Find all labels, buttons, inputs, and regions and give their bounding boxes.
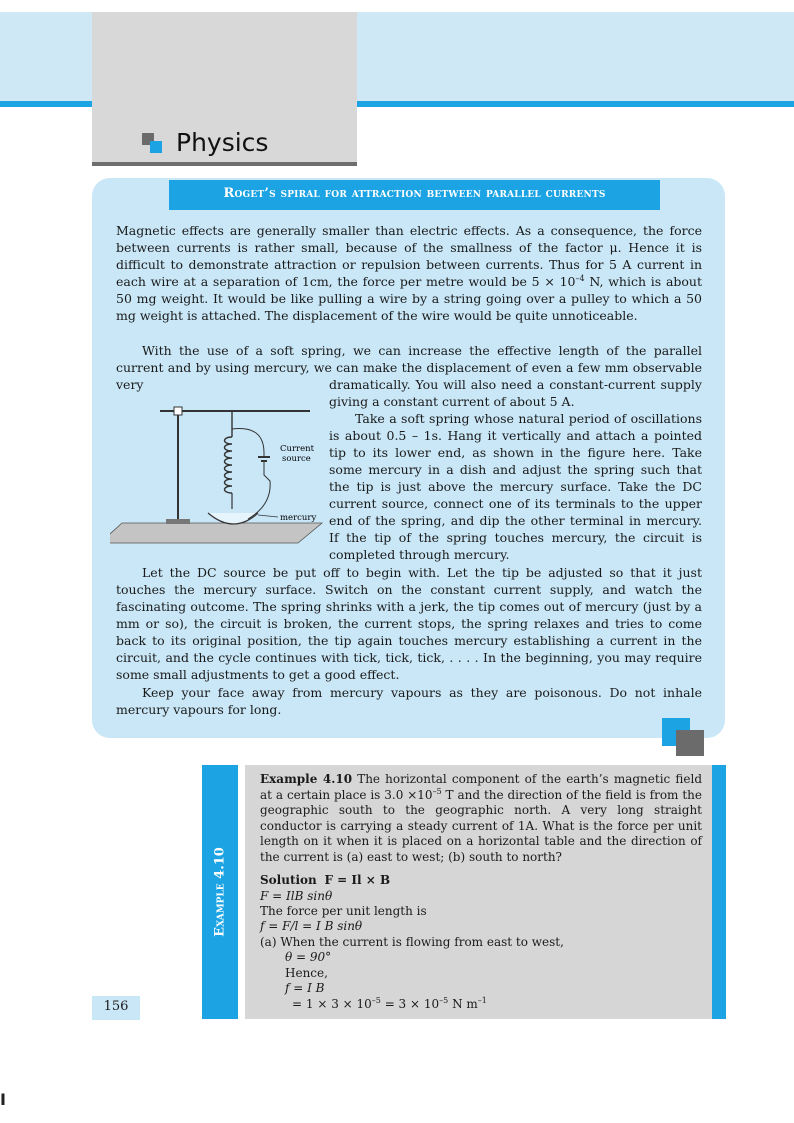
solution-line-8: = $1 \times 3 \times 10^{-5} = 3 \times 10^{-5}$ N $m^{-1}$ xyxy=(292,996,487,1011)
example-question: Example 4.10 The horizontal component of the earth’s magnetic field at a certain place is $3.0 \times 10^{-5}$ T and the direction of the field is from the geographic south to the geographic north. A very long straight conductor is carrying a steady current of 1A. What is the force per unit length on it when it is placed on a horizontal table and the direction of the current is (a) east to west; (b) south to north? xyxy=(260,772,702,864)
clamp xyxy=(174,407,182,415)
roget-spiral-figure xyxy=(110,395,330,555)
box-paragraph-3: Take a soft spring whose natural period of oscillations is about 0.5 – 1s. Hang it vertically and attach a pointed tip to its lower end, as shown in the figure here. Take some mercury in a dish and adjust the spring such that the tip is just above the mercury surface. Take the DC current source, connect one of its terminals to the upper end of the spring, and dip the other terminal in mercury. If the tip of the spring touches mercury, the circuit is completed through mercury. xyxy=(329,411,702,562)
solution-line-5: θ = 90° xyxy=(285,950,332,964)
solution-line-2: The force per unit length is xyxy=(260,904,427,918)
box-paragraph-2a: With the use of a soft spring, we can increase the effective length of the parallel current and by using mercury, we can make the displacement of even a few mm observable very xyxy=(116,343,702,392)
subject-squares-icon xyxy=(142,133,164,155)
example-heading: Example 4.10 xyxy=(260,772,353,786)
box-paragraph-2b: dramatically. You will also need a constant-current supply giving a constant current of about 5 A. xyxy=(329,377,702,409)
header-tab-rule xyxy=(92,162,357,166)
subject-title: Physics xyxy=(176,128,269,157)
solution-line-7: f = I B xyxy=(285,981,325,995)
label-source: source xyxy=(282,454,311,464)
corner-square-blue-top xyxy=(662,718,690,730)
solution-line-4: (a) When the current is flowing from east to west, xyxy=(260,935,564,949)
solution-line-3: f = F/l = I B sinθ xyxy=(260,919,363,933)
stand-base xyxy=(166,519,190,524)
solution-line-6: Hence, xyxy=(285,966,328,980)
box-title: Roget’s spiral for attraction between parallel currents xyxy=(223,186,606,201)
solution-heading: Solution F = Il × B xyxy=(260,873,391,887)
page-number: 156 xyxy=(103,999,129,1014)
table-surface xyxy=(110,523,322,543)
label-current: Current xyxy=(280,444,315,454)
label-mercury: mercury xyxy=(280,513,317,523)
mercury-dish xyxy=(208,513,258,524)
spring xyxy=(225,437,233,493)
box-paragraph-4: Let the DC source be put off to begin with. Let the tip be adjusted so that it just touches the mercury surface. Switch on the constant current supply, and watch the fascinating outcome. The spring shrinks with a jerk, the tip comes out of mercury (just by a mm or so), the circuit is broken, the current stops, the spring relaxes and tries to come back to its original position, the tip again touches mercury establishing a current in the circuit, and the cycle continues with tick, tick, tick, . . . . In the beginning, you may require some small adjustments to get a good effect. xyxy=(116,565,702,682)
box-paragraph-5: Keep your face away from mercury vapours as they are poisonous. Do not inhale mercury vapours for long. xyxy=(116,685,702,717)
example-side-label: Example 4.10 xyxy=(212,847,228,937)
box-paragraph-1: Magnetic effects are generally smaller than electric effects. As a consequence, the force between currents is rather small, because of the smallness of the factor μ. Hence it is difficult to demonstrate attraction or repulsion between currents. Thus for 5 A current in each wire at a separation of 1cm, the force per metre would be $5 \times 10^{-4}$ N, which is about 50 mg weight. It would be like pulling a wire by a string going over a pulley to which a 50 mg weight is attached. The displacement of the wire would be quite unnoticeable. xyxy=(116,223,702,323)
crop-mark-bottom: I xyxy=(0,1090,6,1109)
corner-square-grey xyxy=(676,730,704,756)
solution-line-1: F = IlB sinθ xyxy=(260,889,333,903)
